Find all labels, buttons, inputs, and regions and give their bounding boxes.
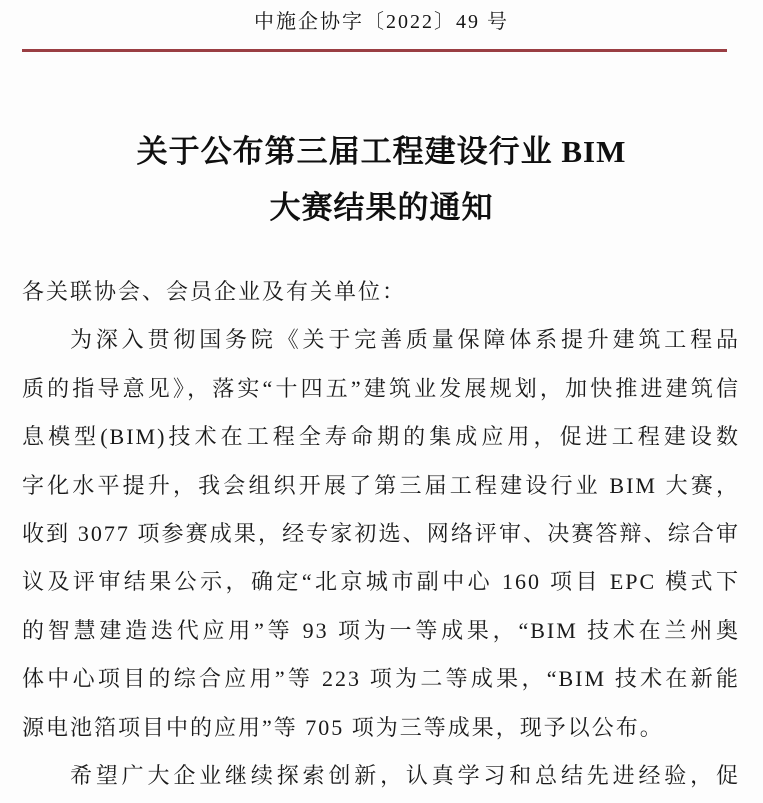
body-line: 收到 3077 项参赛成果，经专家初选、网络评审、决赛答辩、综合审 [22,521,740,547]
body-line: 质的指导意见》，落实“十四五”建筑业发展规划，加快推进建筑信 [22,375,740,401]
body-line: 议及评审结果公示，确定“北京城市副中心 160 项目 EPC 模式下 [22,569,740,595]
body-line: 为深入贯彻国务院《关于完善质量保障体系提升建筑工程品 [70,327,740,353]
body-line: 源电池箔项目中的应用”等 705 项为三等成果，现予以公布。 [22,714,664,740]
doc-number: 中施企协字〔2022〕49 号 [254,11,509,33]
salutation-line: 各关联协会、会员企业及有关单位： [22,279,407,304]
document-title [0,124,763,236]
body-line: 体中心项目的综合应用”等 223 项为二等成果，“BIM 技术在新能 [22,666,740,692]
body-line: 息模型(BIM)技术在工程全寿命期的集成应用，促进工程建设数 [22,424,740,450]
body-line: 希望广大企业继续探索创新，认真学习和总结先进经验，促 [70,763,740,789]
document-body [22,268,740,800]
body-line: 字化水平提升，我会组织开展了第三届工程建设行业 BIM 大赛， [22,472,740,498]
title-line-1: 关于公布第三届工程建设行业 BIM [136,134,627,169]
header-divider-rule [22,49,727,52]
title-line-2: 大赛结果的通知 [269,190,494,225]
body-line: 的智慧建造迭代应用”等 93 项为一等成果，“BIM 技术在兰州奥 [22,617,740,643]
